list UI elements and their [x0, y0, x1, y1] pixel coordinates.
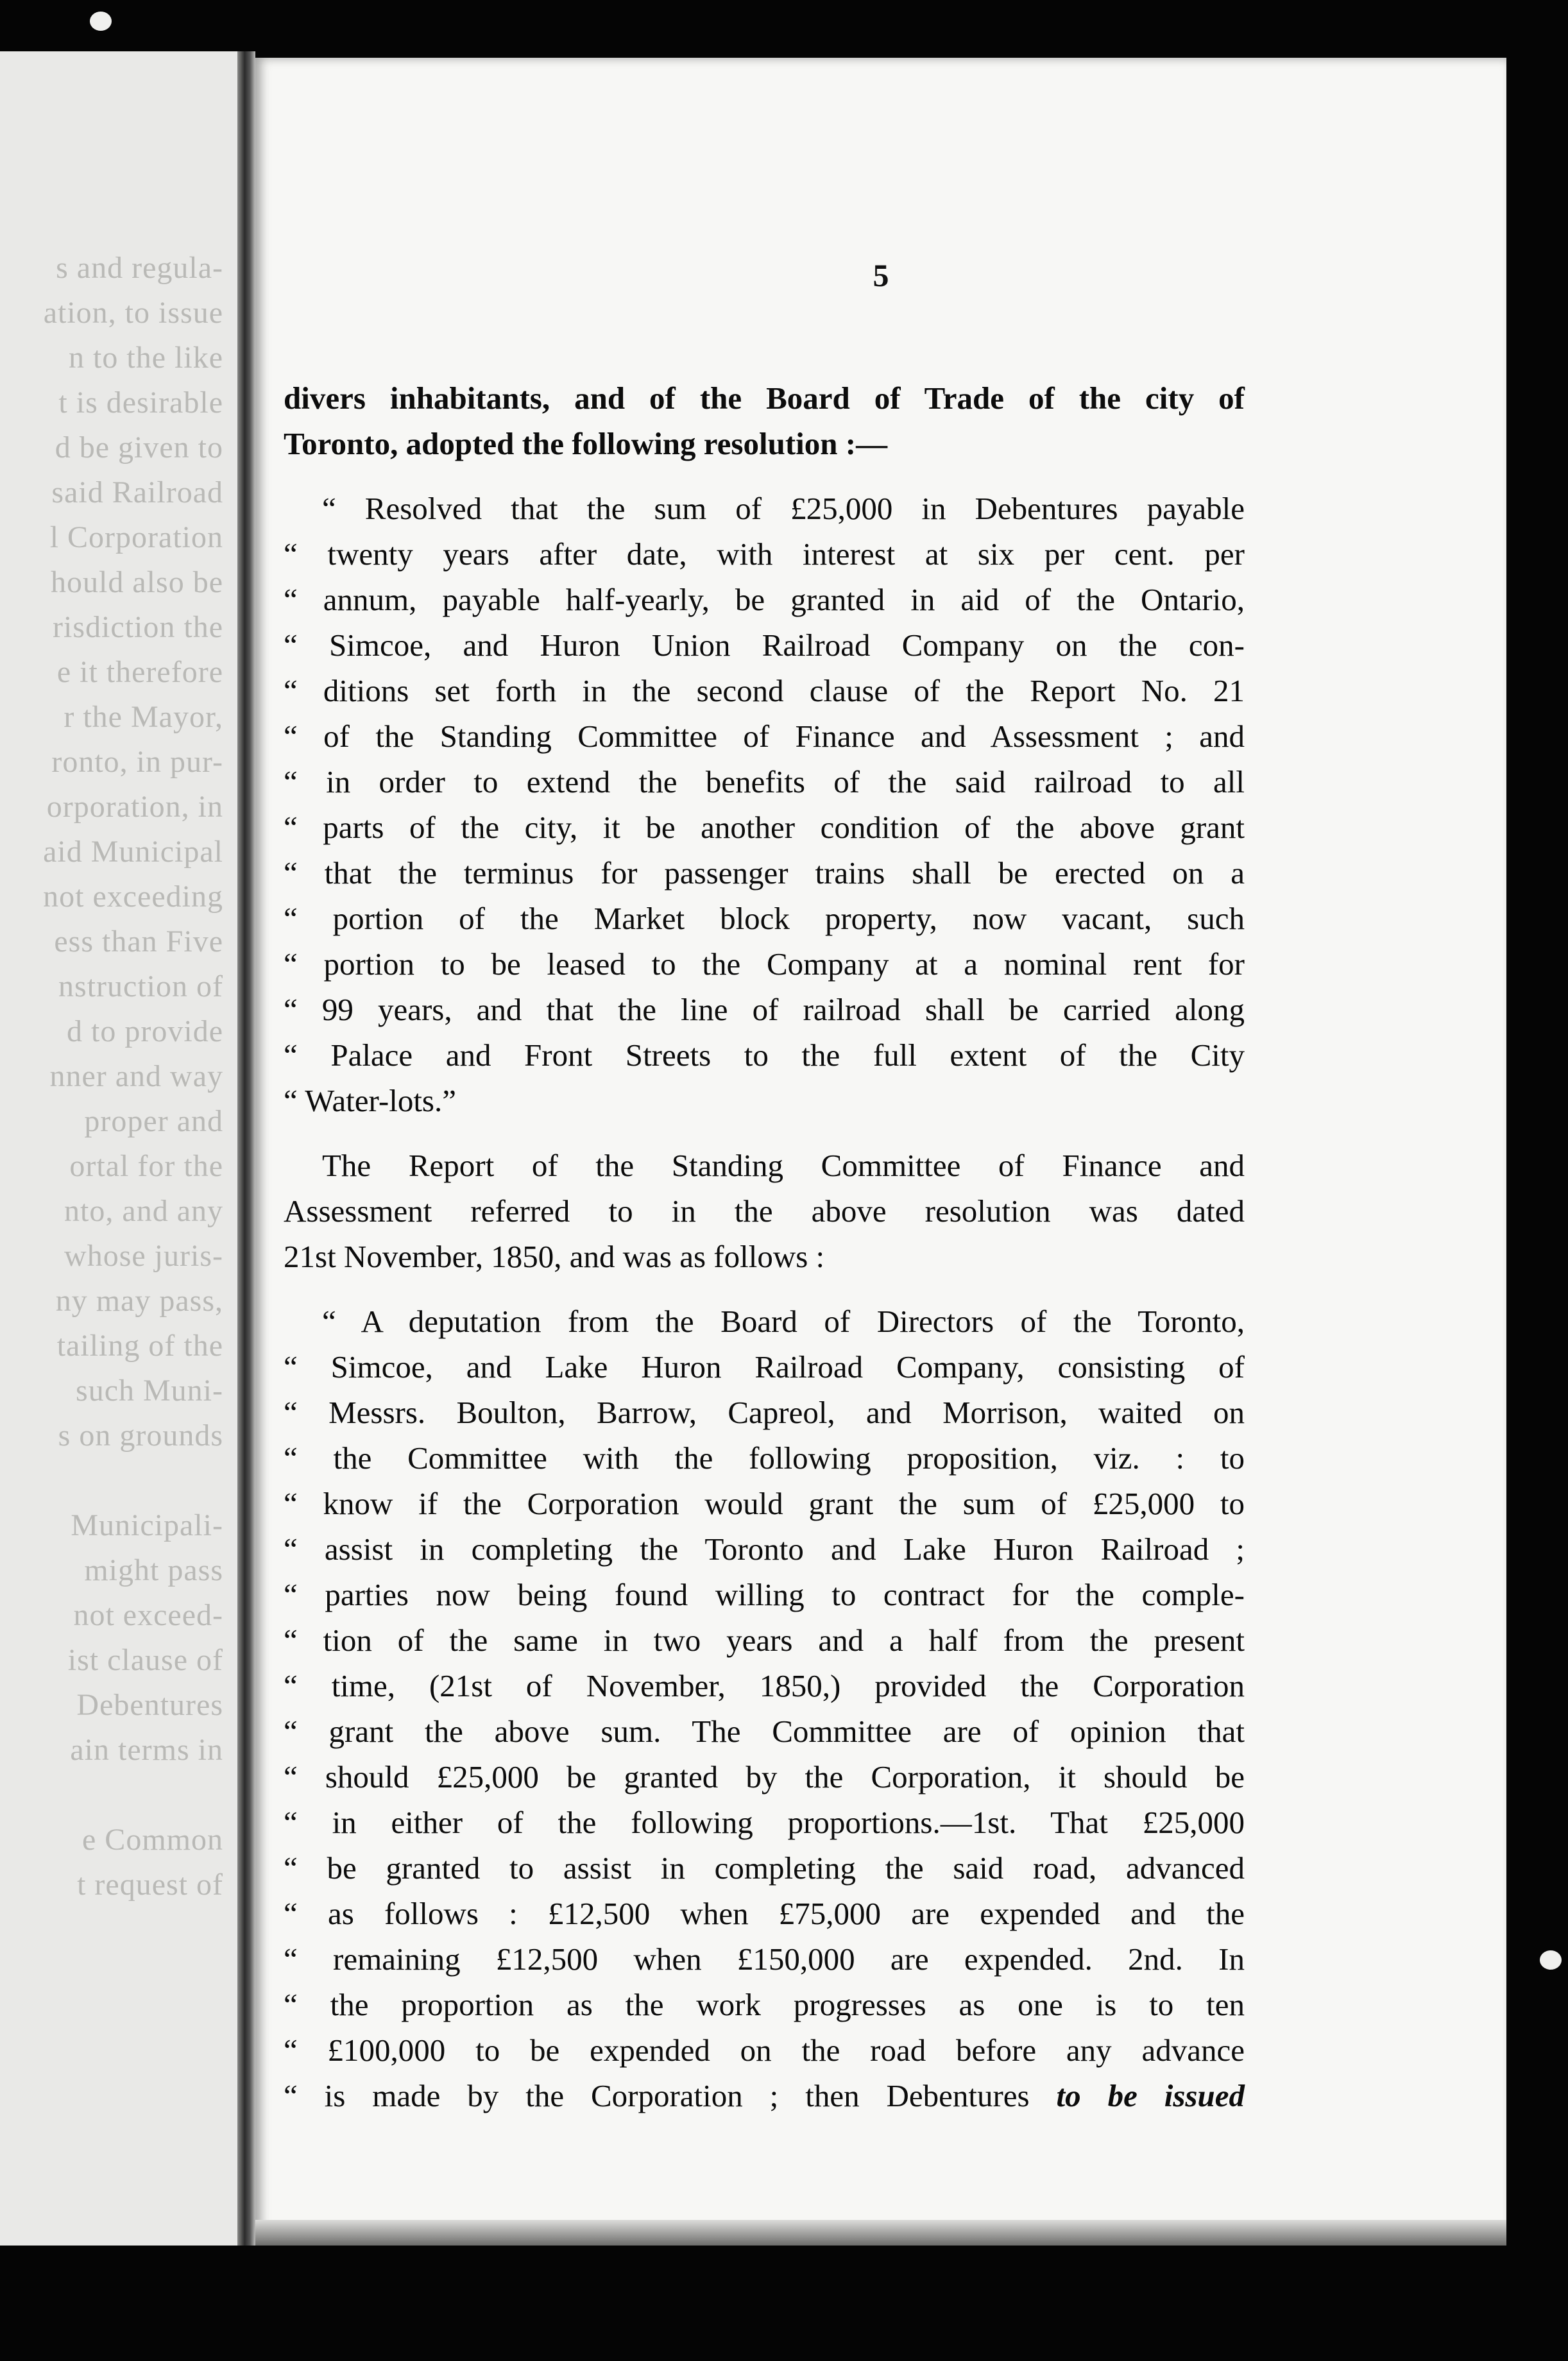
previous-page-line: l Corporation	[49, 520, 223, 554]
previous-page-line: ortal for the	[69, 1149, 223, 1183]
text-line: “ in either of the following proportions.—1st. That £25,000	[284, 1805, 1245, 1840]
text-line: “ annum, payable half-yearly, be granted in aid of the Ontario,	[284, 582, 1245, 617]
page-number: 5	[873, 257, 889, 293]
text-line: “ that the terminus for passenger trains shall be erected on a	[284, 855, 1245, 891]
text-line: “ the proportion as the work progresses as one is to ten	[284, 1987, 1245, 2022]
previous-page-line: Municipali-	[71, 1508, 223, 1542]
previous-page-line: ess than Five	[54, 925, 223, 959]
text-line: “ 99 years, and that the line of railroad shall be carried along	[284, 992, 1245, 1027]
previous-page-line: orporation, in	[46, 790, 223, 824]
text-line: Toronto, adopted the following resolution :—	[284, 426, 888, 461]
page-corner-mark	[1540, 1950, 1562, 1970]
italic-text: to be issued	[1056, 2078, 1245, 2113]
previous-page-line: nto, and any	[64, 1194, 223, 1228]
text-line: “ know if the Corporation would grant the sum of £25,000 to	[284, 1486, 1245, 1521]
page-corner-mark	[90, 12, 112, 31]
text-line: “ tion of the same in two years and a half from the present	[284, 1623, 1245, 1658]
text-line: “ parts of the city, it be another condition of the above grant	[284, 810, 1245, 845]
text-line: “ grant the above sum. The Committee are of opinion that	[284, 1714, 1245, 1749]
text-line: “ time, (21st of November, 1850,) provided the Corporation	[284, 1668, 1245, 1703]
document-page	[255, 58, 1506, 2242]
previous-page-line: tailing of the	[56, 1329, 223, 1363]
text-line: “ portion of the Market block property, now vacant, such	[284, 901, 1245, 936]
previous-page-line: e it therefore	[56, 655, 223, 689]
text-line: 21st November, 1850, and was as follows :	[284, 1239, 825, 1274]
text-line: “ as follows : £12,500 when £75,000 are expended and the	[284, 1896, 1245, 1931]
body-text	[284, 375, 1245, 2118]
previous-page-line: ronto, in pur-	[51, 745, 223, 779]
text-line: “ should £25,000 be granted by the Corporation, it should be	[284, 1759, 1245, 1794]
previous-page-line: whose juris-	[64, 1239, 223, 1273]
previous-page-line: risdiction the	[53, 610, 223, 644]
text-line: “ ditions set forth in the second clause of the Report No. 21	[284, 673, 1245, 708]
text-line: “ the Committee with the following proposition, viz. : to	[284, 1440, 1245, 1476]
text-line: “ Messrs. Boulton, Barrow, Capreol, and Morrison, waited on	[284, 1395, 1245, 1430]
text-line: “ in order to extend the benefits of the said railroad to all	[284, 764, 1245, 799]
text-line: “ twenty years after date, with interest at six per cent. per	[284, 536, 1245, 572]
previous-page-line: nner and way	[49, 1059, 223, 1093]
page-bottom-edge	[255, 2220, 1506, 2246]
previous-page-line: t is desirable	[58, 386, 223, 420]
text-line: “ Resolved that the sum of £25,000 in Debentures payable	[322, 491, 1245, 526]
text-line: “ be granted to assist in completing the said road, advanced	[284, 1850, 1245, 1886]
text-line: “ assist in completing the Toronto and Lake Huron Railroad ;	[284, 1531, 1245, 1567]
previous-page-line: n to the like	[69, 341, 223, 375]
previous-page-line: aid Municipal	[43, 835, 223, 869]
book-gutter	[237, 51, 255, 2246]
previous-page-line: said Railroad	[51, 475, 223, 509]
previous-page-line: might pass	[84, 1553, 223, 1587]
text-line: “ of the Standing Committee of Finance and Assessment ; and	[284, 719, 1245, 754]
text-line: “ £100,000 to be expended on the road before any advance	[284, 2033, 1245, 2068]
previous-page-line: not exceed-	[73, 1598, 223, 1632]
text-line	[284, 2073, 1245, 2118]
previous-page-line: ist clause of	[67, 1643, 223, 1677]
previous-page-line: d to provide	[67, 1014, 223, 1048]
text-line: Assessment referred to in the above resolution was dated	[284, 1193, 1245, 1229]
text-line: “ portion to be leased to the Company at a nominal rent for	[284, 946, 1245, 982]
text-line-content: “ is made by the Corporation ; then Debentures	[284, 2078, 1057, 2113]
previous-page-line: e Common	[82, 1823, 223, 1857]
previous-page-line: d be given to	[55, 430, 223, 465]
previous-page-line: t request of	[77, 1868, 223, 1902]
previous-page-line: such Muni-	[76, 1374, 223, 1408]
text-line: “ A deputation from the Board of Directors of the Toronto,	[322, 1304, 1245, 1339]
text-line: “ Palace and Front Streets to the full extent of the City	[284, 1037, 1245, 1073]
text-line: divers inhabitants, and of the Board of Trade of the city of	[284, 380, 1245, 416]
previous-page-line: ation, to issue	[43, 296, 223, 330]
previous-page-line: s on grounds	[58, 1419, 223, 1453]
previous-page-line: r the Mayor,	[64, 700, 223, 734]
previous-page-line: ain terms in	[70, 1733, 223, 1767]
previous-page-line: not exceeding	[43, 880, 223, 914]
previous-page-line: hould also be	[51, 565, 223, 599]
previous-page-line: proper and	[84, 1104, 223, 1138]
text-line: The Report of the Standing Committee of Finance and	[322, 1148, 1245, 1183]
previous-page-line: nstruction of	[58, 969, 223, 1003]
previous-page-line: ny may pass,	[55, 1284, 223, 1318]
text-line: “ Simcoe, and Lake Huron Railroad Company, consisting of	[284, 1349, 1245, 1385]
text-line: “ Water-lots.”	[284, 1083, 456, 1118]
previous-page-fragment	[0, 51, 243, 2246]
text-line: “ Simcoe, and Huron Union Railroad Company on the con-	[284, 627, 1245, 663]
text-line: “ parties now being found willing to contract for the comple-	[284, 1577, 1245, 1612]
previous-page-line: Debentures	[76, 1688, 223, 1722]
text-line: “ remaining £12,500 when £150,000 are expended. 2nd. In	[284, 1941, 1245, 1977]
previous-page-line: s and regula-	[56, 251, 223, 285]
